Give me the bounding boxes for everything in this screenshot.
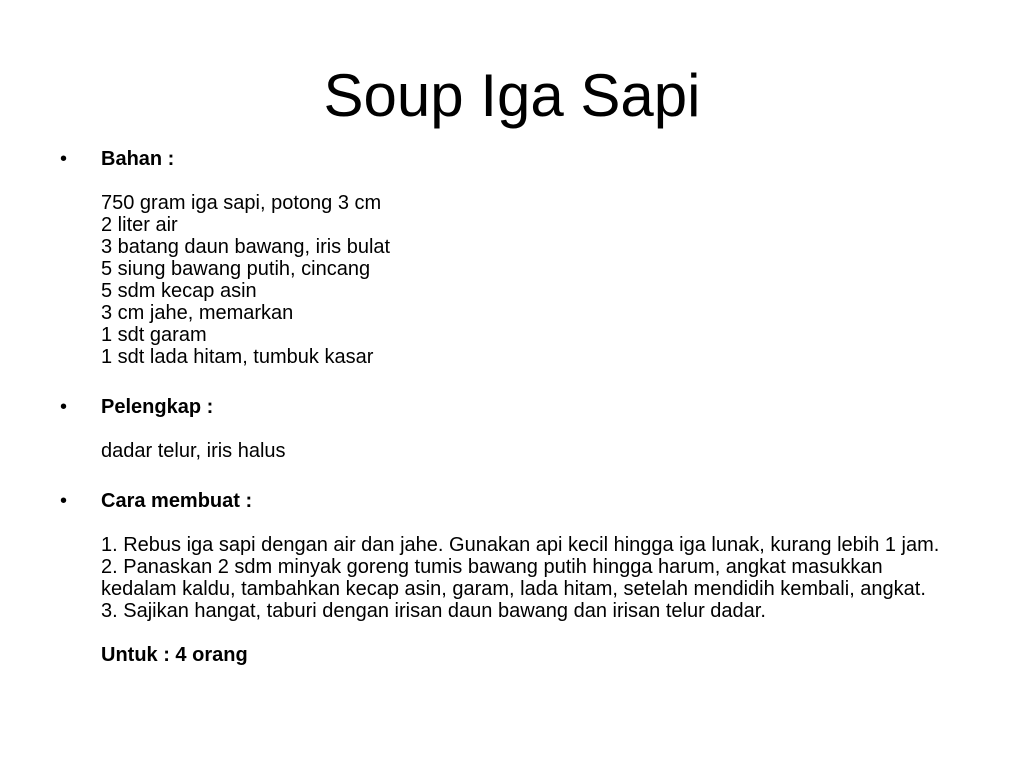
section-pelengkap bbox=[60, 396, 960, 462]
bullet-icon: • bbox=[60, 490, 68, 512]
ingredient-line: 5 sdm kecap asin bbox=[101, 280, 257, 302]
servings-text: Untuk : 4 orang bbox=[101, 644, 248, 666]
slide-title: Soup Iga Sapi bbox=[323, 62, 701, 129]
ingredient-line: 3 cm jahe, memarkan bbox=[101, 302, 294, 324]
slide-content bbox=[60, 148, 960, 666]
section-bahan bbox=[60, 148, 960, 368]
complement-line: dadar telur, iris halus bbox=[101, 440, 286, 462]
ingredient-line: 750 gram iga sapi, potong 3 cm bbox=[101, 192, 382, 214]
bullet-icon: • bbox=[60, 148, 68, 170]
step-2: 2. Panaskan 2 sdm minyak goreng tumis bawang putih hingga harum, angkat masukkan kedalam kaldu, tambahkan kecap asin, garam, lada hitam, setelah mendidih kembali, angkat. bbox=[101, 556, 926, 600]
ingredient-line: 2 liter air bbox=[101, 214, 178, 236]
section-heading-cara-membuat: Cara membuat : bbox=[101, 490, 253, 512]
section-cara-membuat bbox=[60, 490, 960, 666]
ingredient-line: 5 siung bawang putih, cincang bbox=[101, 258, 371, 280]
ingredient-line: 3 batang daun bawang, iris bulat bbox=[101, 236, 391, 258]
step-3: 3. Sajikan hangat, taburi dengan irisan daun bawang dan irisan telur dadar. bbox=[101, 600, 766, 622]
section-heading-bahan: Bahan : bbox=[101, 148, 175, 170]
bullet-icon: • bbox=[60, 396, 68, 418]
ingredient-line: 1 sdt lada hitam, tumbuk kasar bbox=[101, 346, 374, 368]
ingredient-line: 1 sdt garam bbox=[101, 324, 207, 346]
section-heading-pelengkap: Pelengkap : bbox=[101, 396, 214, 418]
step-1: 1. Rebus iga sapi dengan air dan jahe. Gunakan api kecil hingga iga lunak, kurang lebih 1 jam. bbox=[101, 534, 940, 556]
